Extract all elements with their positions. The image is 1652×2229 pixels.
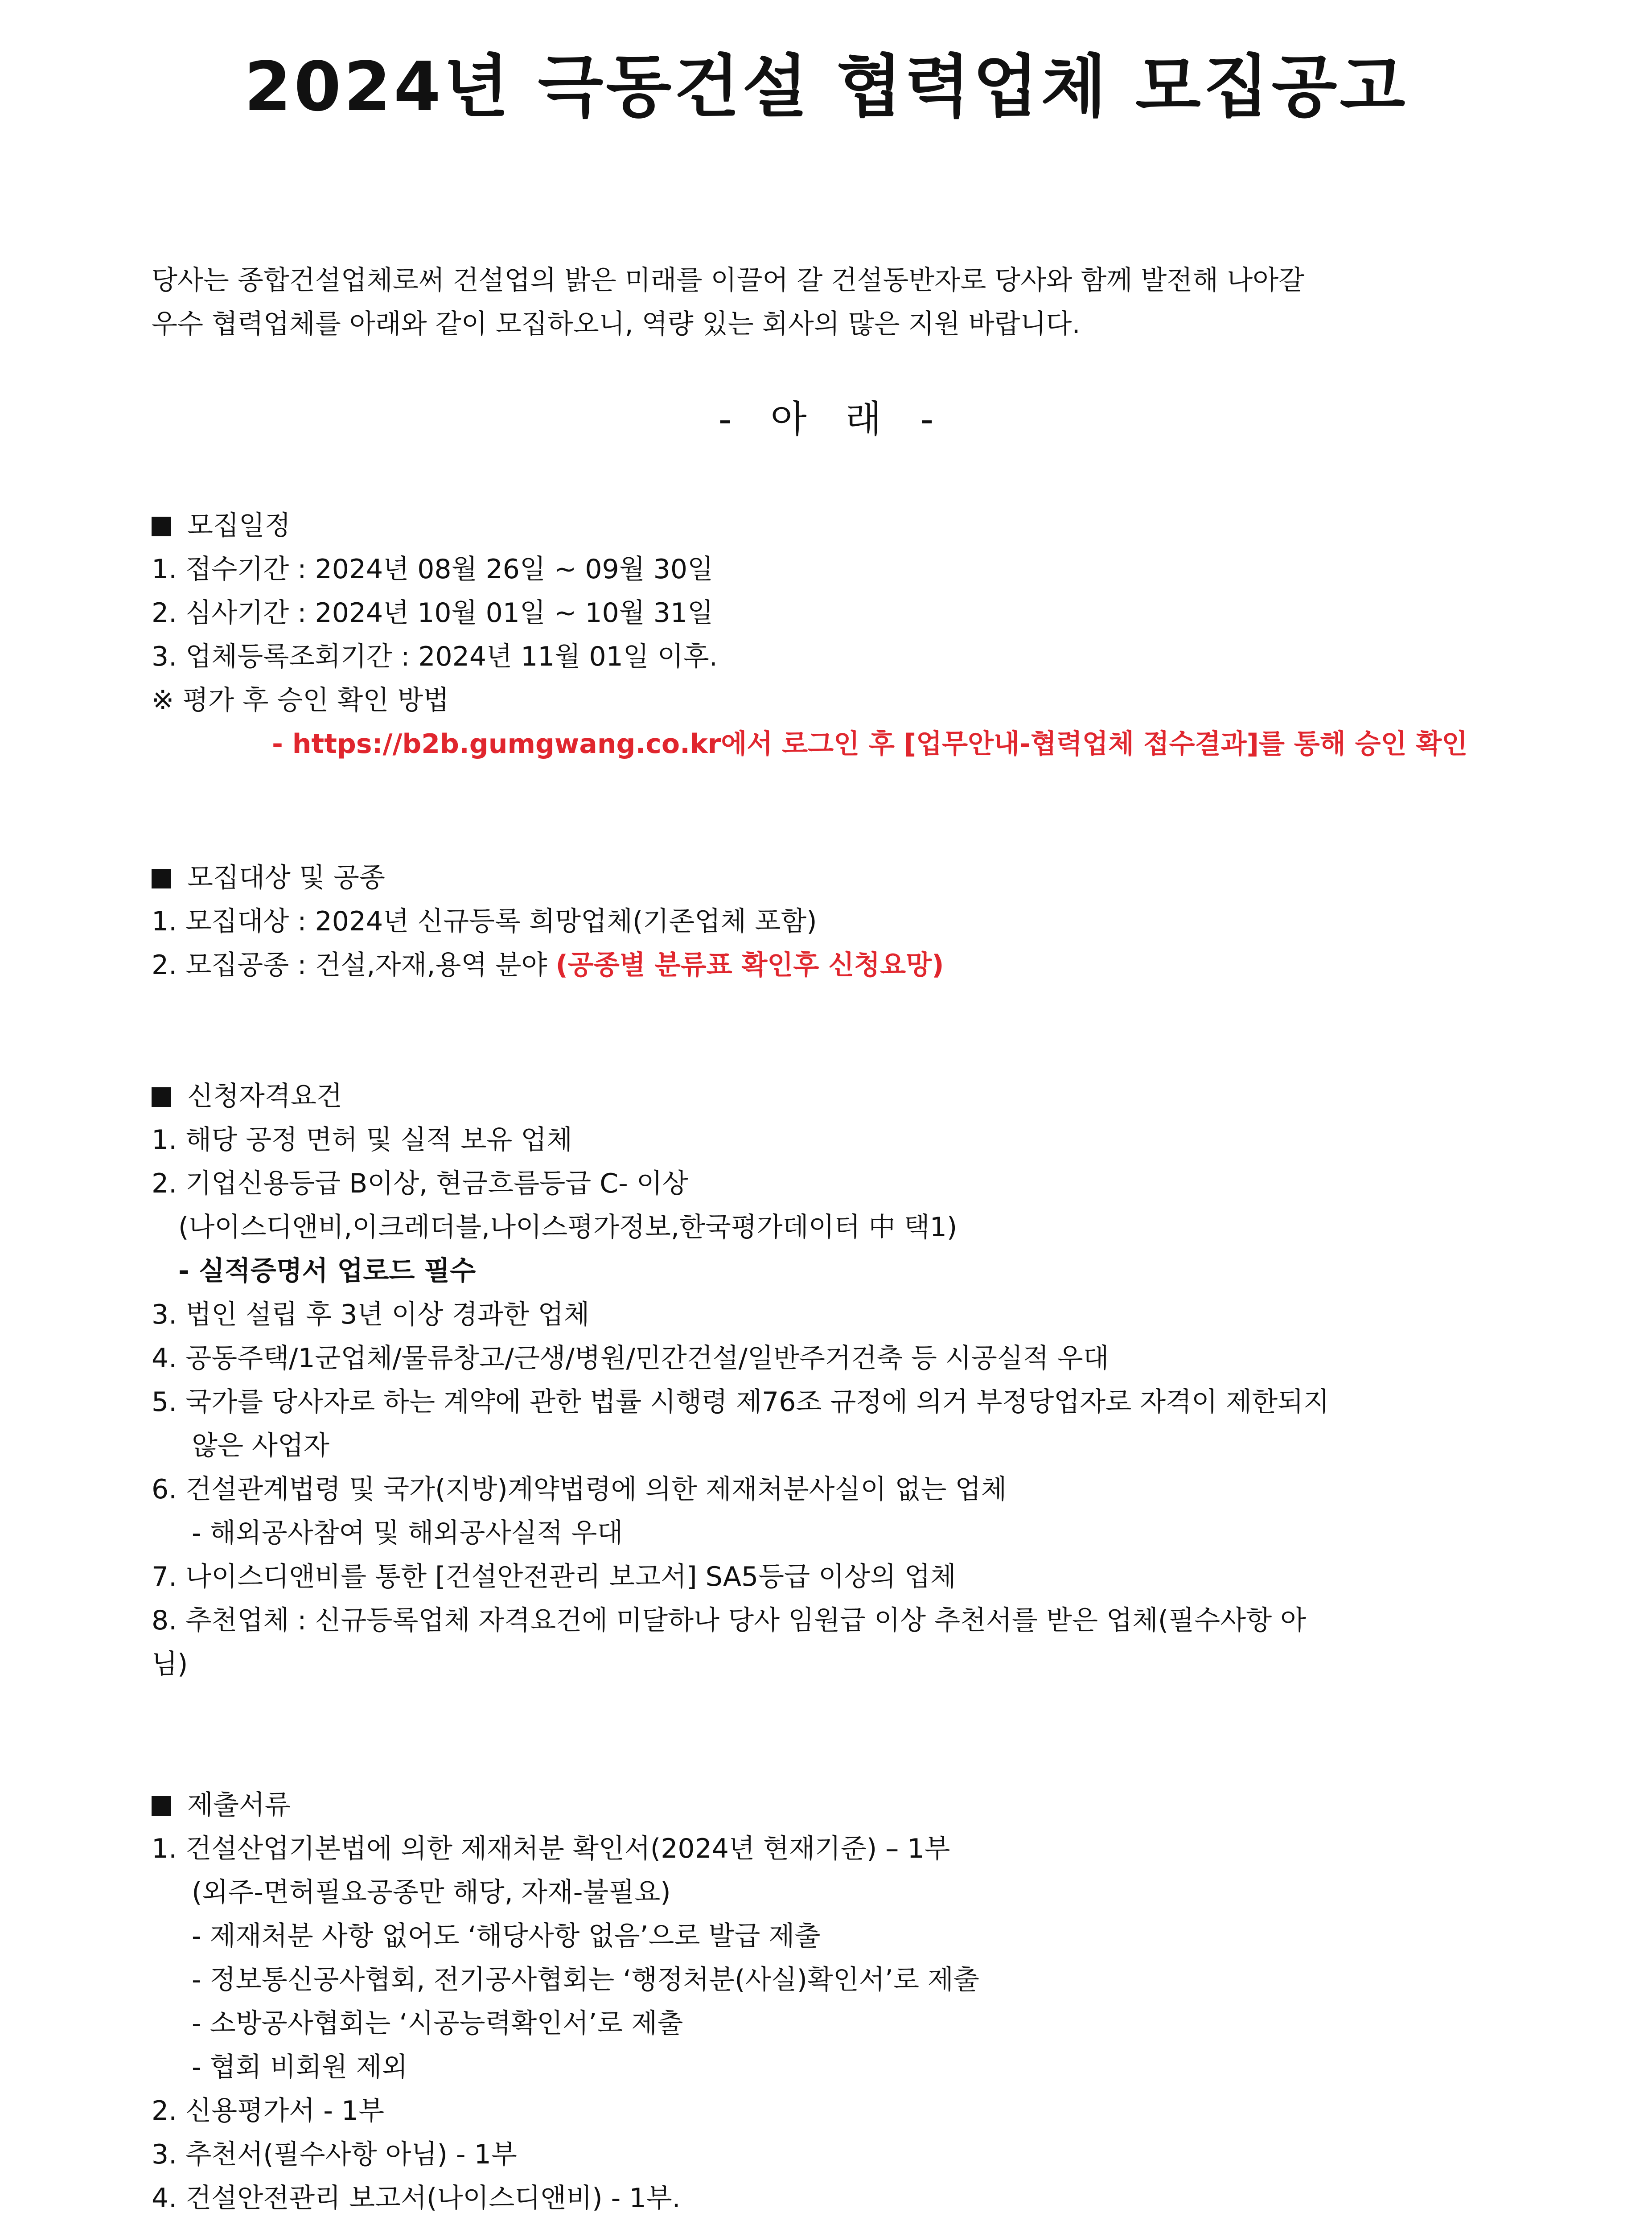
intro-line: 당사는 종합건설업체로써 건설업의 밝은 미래를 이끌어 갈 건설동반자로 당사와 함께 발전해 나아갈 bbox=[152, 265, 1305, 296]
intro-line: 우수 협력업체를 아래와 같이 모집하오니, 역량 있는 회사의 많은 지원 바랍니다. bbox=[152, 308, 1081, 340]
list-item: - 해외공사참여 및 해외공사실적 우대 bbox=[192, 1518, 623, 1549]
list-item: 2. 신용평가서 - 1부 bbox=[152, 2095, 385, 2126]
list-item: - 소방공사협회는 ‘시공능력확인서’로 제출 bbox=[192, 2008, 683, 2039]
section-heading: 신청자격요건 bbox=[152, 1074, 1489, 1118]
list-item: 님) bbox=[152, 1649, 188, 1680]
section-heading: 제출서류 bbox=[152, 1783, 1489, 1827]
list-item: 4. 공동주택/1군업체/물류창고/근생/병원/민간건설/일반주거건축 등 시공실적 우대 bbox=[152, 1343, 1109, 1374]
square-bullet-icon bbox=[152, 1087, 171, 1107]
below-label: - 아 래 - bbox=[718, 397, 934, 441]
list-item: 2. 기업신용등급 B이상, 현금흐름등급 C- 이상 bbox=[152, 1168, 688, 1199]
section-target bbox=[152, 856, 1489, 987]
list-item: 3. 업체등록조회기간 : 2024년 11월 01일 이후. bbox=[152, 641, 718, 672]
list-item: 1. 접수기간 : 2024년 08월 26일 ~ 09월 30일 bbox=[152, 554, 714, 585]
square-bullet-icon bbox=[152, 869, 171, 888]
section-eligibility bbox=[152, 1074, 1489, 1686]
list-item: 3. 법인 설립 후 3년 이상 경과한 업체 bbox=[152, 1299, 590, 1330]
list-item: 7. 나이스디앤비를 통한 [건설안전관리 보고서] SA5등급 이상의 업체 bbox=[152, 1561, 956, 1592]
list-item: - 정보통신공사협회, 전기공사협회는 ‘행정처분(사실)확인서’로 제출 bbox=[192, 1964, 979, 1995]
list-item: 3. 추천서(필수사항 아님) - 1부 bbox=[152, 2139, 517, 2170]
section-heading: 모집대상 및 공종 bbox=[152, 856, 1489, 900]
list-item: 1. 해당 공정 면허 및 실적 보유 업체 bbox=[152, 1124, 573, 1156]
section-schedule bbox=[152, 504, 1489, 766]
approval-method-note: - https://b2b.gumgwang.co.kr에서 로그인 후 [업무안내-협력업체 접수결과]를 통해 승인 확인 bbox=[272, 728, 1468, 760]
square-bullet-icon bbox=[152, 517, 171, 536]
list-item: (외주-면허필요공종만 해당, 자재-불필요) bbox=[192, 1877, 671, 1908]
list-item: 2. 심사기간 : 2024년 10월 01일 ~ 10월 31일 bbox=[152, 597, 714, 629]
list-item: 5. 국가를 당사자로 하는 계약에 관한 법률 시행령 제76조 규정에 의거 부정당업자로 자격이 제한되지 bbox=[152, 1386, 1329, 1418]
classification-note: (공종별 분류표 확인후 신청요망) bbox=[555, 950, 944, 981]
list-item: - 협회 비회원 제외 bbox=[192, 2052, 408, 2083]
list-item: 8. 추천업체 : 신규등록업체 자격요건에 미달하나 당사 임원급 이상 추천서를 받은 업체(필수사항 아 bbox=[152, 1605, 1307, 1636]
list-item: 않은 사업자 bbox=[192, 1430, 329, 1461]
square-bullet-icon bbox=[152, 1796, 171, 1816]
list-item: 6. 건설관계법령 및 국가(지방)계약법령에 의한 제재처분사실이 없는 업체 bbox=[152, 1474, 1007, 1505]
list-item: ※ 평가 후 승인 확인 방법 bbox=[152, 685, 449, 716]
list-item: 1. 모집대상 : 2024년 신규등록 희망업체(기존업체 포함) bbox=[152, 906, 817, 937]
list-item: (나이스디앤비,이크레더블,나이스평가정보,한국평가데이터 中 택1) bbox=[178, 1212, 958, 1243]
list-item: 2. 모집공종 : 건설,자재,용역 분야 (공종별 분류표 확인후 신청요망) bbox=[152, 950, 944, 981]
list-item: 4. 건설안전관리 보고서(나이스디앤비) - 1부. bbox=[152, 2183, 681, 2214]
section-documents bbox=[152, 1783, 1489, 2220]
list-item: - 제재처분 사항 없어도 ‘해당사항 없음’으로 발급 제출 bbox=[192, 1921, 821, 1952]
list-item: - 실적증명서 업로드 필수 bbox=[178, 1255, 476, 1287]
list-item: 1. 건설산업기본법에 의한 제재처분 확인서(2024년 현재기준) – 1부 bbox=[152, 1833, 950, 1864]
page-title: 2024년 극동건설 협력업체 모집공고 bbox=[244, 47, 1408, 126]
intro-paragraph bbox=[152, 259, 1471, 346]
section-heading: 모집일정 bbox=[152, 504, 1489, 547]
